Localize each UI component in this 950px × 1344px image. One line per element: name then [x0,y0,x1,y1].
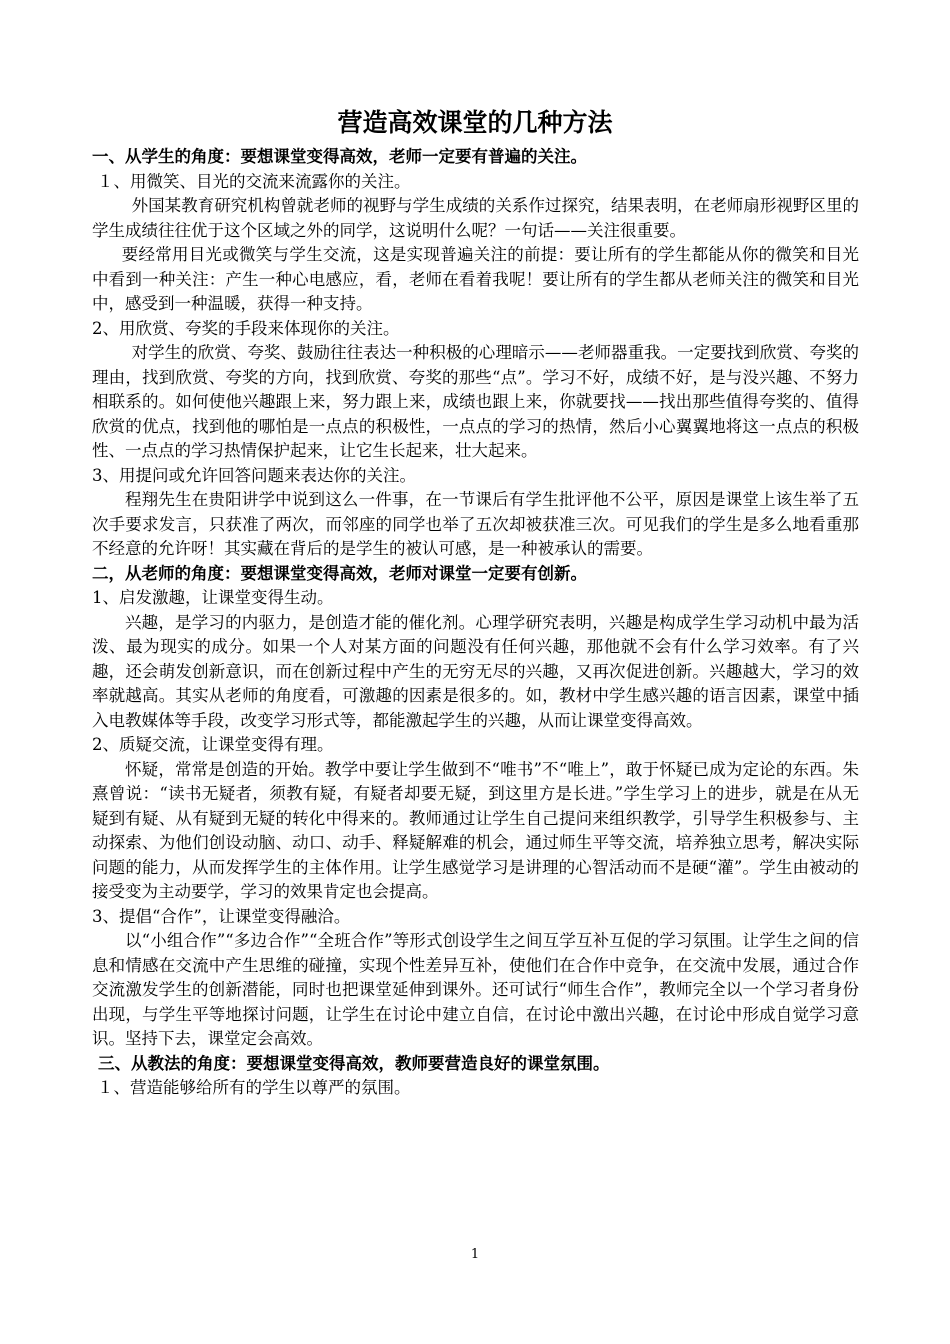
section-2-paragraph-2: 怀疑，常常是创造的开始。教学中要让学生做到不“唯书”不“唯上”，敢于怀疑已成为定论的东西。朱熹曾说：“读书无疑者，须教有疑，有疑者却要无疑，到这里方是长进。”学生学习上的进步，就是在从无疑到有疑、从有疑到无疑的转化中得来的。教师通过让学生自己提问来组织教学，引导学生积极参与、主动探索、为他们创设动脑、动口、动手、释疑解难的机会，通过师生平等交流，培养独立思考，解决实际问题的能力，从而发挥学生的主体作用。让学生感觉学习是讲理的心智活动而不是硬“灌”。学生由被动的接受变为主动要学，学习的效果肯定也会提高。 [92,759,859,901]
section-1-paragraph-1: 外国某教育研究机构曾就老师的视野与学生成绩的关系作过探究，结果表明，在老师扇形视野区里的学生成绩往往优于这个区域之外的同学，这说明什么呢？一句话——关注很重要。 [92,196,859,240]
section-2-heading: 二，从老师的角度：要想课堂变得高效，老师对课堂一定要有创新。 [92,563,587,583]
section-1-item-3: 3、用提问或允许回答问题来表达你的关注。 [92,465,416,485]
section-3-item-1: １、营造能够给所有的学生以尊严的氛围。 [97,1078,411,1097]
section-1-paragraph-4: 程翔先生在贵阳讲学中说到这么一件事，在一节课后有学生批评他不公平，原因是课堂上该生举了五次手要求发言，只获准了两次，而邻座的同学也举了五次却被获准三次。可见我们的学生是多么地看重那不经意的允许呀！其实藏在背后的是学生的被认可感，是一种被承认的需要。 [92,490,859,558]
section-2-paragraph-3: 以“小组合作”“多边合作”“全班合作”等形式创设学生之间互学互补互促的学习氛围。让学生之间的信息和情感在交流中产生思维的碰撞，实现个性差异互补，使他们在合作中竞争，在交流中发展，通过合作交流激发学生的创新潜能，同时也把课堂延伸到课外。还可试行“师生合作”，教师完全以一个学习者身份出现，与学生平等地探讨问题，让学生在讨论中建立自信，在讨论中激出兴趣，在讨论中形成自觉学习意识。坚持下去，课堂定会高效。 [92,931,859,1048]
section-1-paragraph-3: 对学生的欣赏、夸奖、鼓励往往表达一种积极的心理暗示——老师器重我。一定要找到欣赏、夸奖的理由，找到欣赏、夸奖的方向，找到欣赏、夸奖的那些“点”。学习不好，成绩不好，是与没兴趣、不努力相联系的。如何使他兴趣跟上来，努力跟上来，成绩也跟上来，你就要找——找出那些值得夸奖的、值得欣赏的优点，找到他的哪怕是一点点的积极性，一点点的学习的热情，然后小心翼翼地将这一点点的积极性、一点点的学习热情保护起来，让它生长起来，壮大起来。 [92,343,859,460]
section-2-item-3: 3、提倡“合作”，让课堂变得融洽。 [92,906,351,926]
section-1-item-1: １、用微笑、目光的交流来流露你的关注。 [97,171,411,191]
document-title: 营造高效课堂的几种方法 [337,108,613,137]
section-1-heading: 一、从学生的角度：要想课堂变得高效，老师一定要有普遍的关注。 [92,147,587,166]
section-2-item-2: 2、质疑交流，让课堂变得有理。 [92,735,334,754]
section-3-heading: 三、从教法的角度：要想课堂变得高效，教师要营造良好的课堂氛围。 [98,1053,610,1073]
section-2-item-1: 1、启发激趣，让课堂变得生动。 [92,588,334,607]
section-1-item-2: 2、用欣赏、夸奖的手段来体现你的关注。 [92,318,400,338]
section-1-paragraph-2: 要经常用目光或微笑与学生交流，这是实现普遍关注的前提：要让所有的学生都能从你的微笑和目光中看到一种关注：产生一种心电感应，看，老师在看着我呢！要让所有的学生都从老师关注的微笑和目光中，感受到一种温暖，获得一种支持。 [92,245,859,313]
page-number: 1 [470,1247,480,1262]
document-body [92,145,859,1101]
section-2-paragraph-1: 兴趣，是学习的内驱力，是创造才能的催化剂。心理学研究表明，兴趣是构成学生学习动机中最为活泼、最为现实的成分。如果一个人对某方面的问题没有任何兴趣，那他就不会有什么学习效率。有了兴趣，还会萌发创新意识，而在创新过程中产生的无穷无尽的兴趣，又再次促进创新。兴趣越大，学习的效率就越高。其实从老师的角度看，可激趣的因素是很多的。如，教材中学生感兴趣的语言因素，课堂中插入电教媒体等手段，改变学习形式等，都能激起学生的兴趣，从而让课堂变得高效。 [92,612,859,730]
